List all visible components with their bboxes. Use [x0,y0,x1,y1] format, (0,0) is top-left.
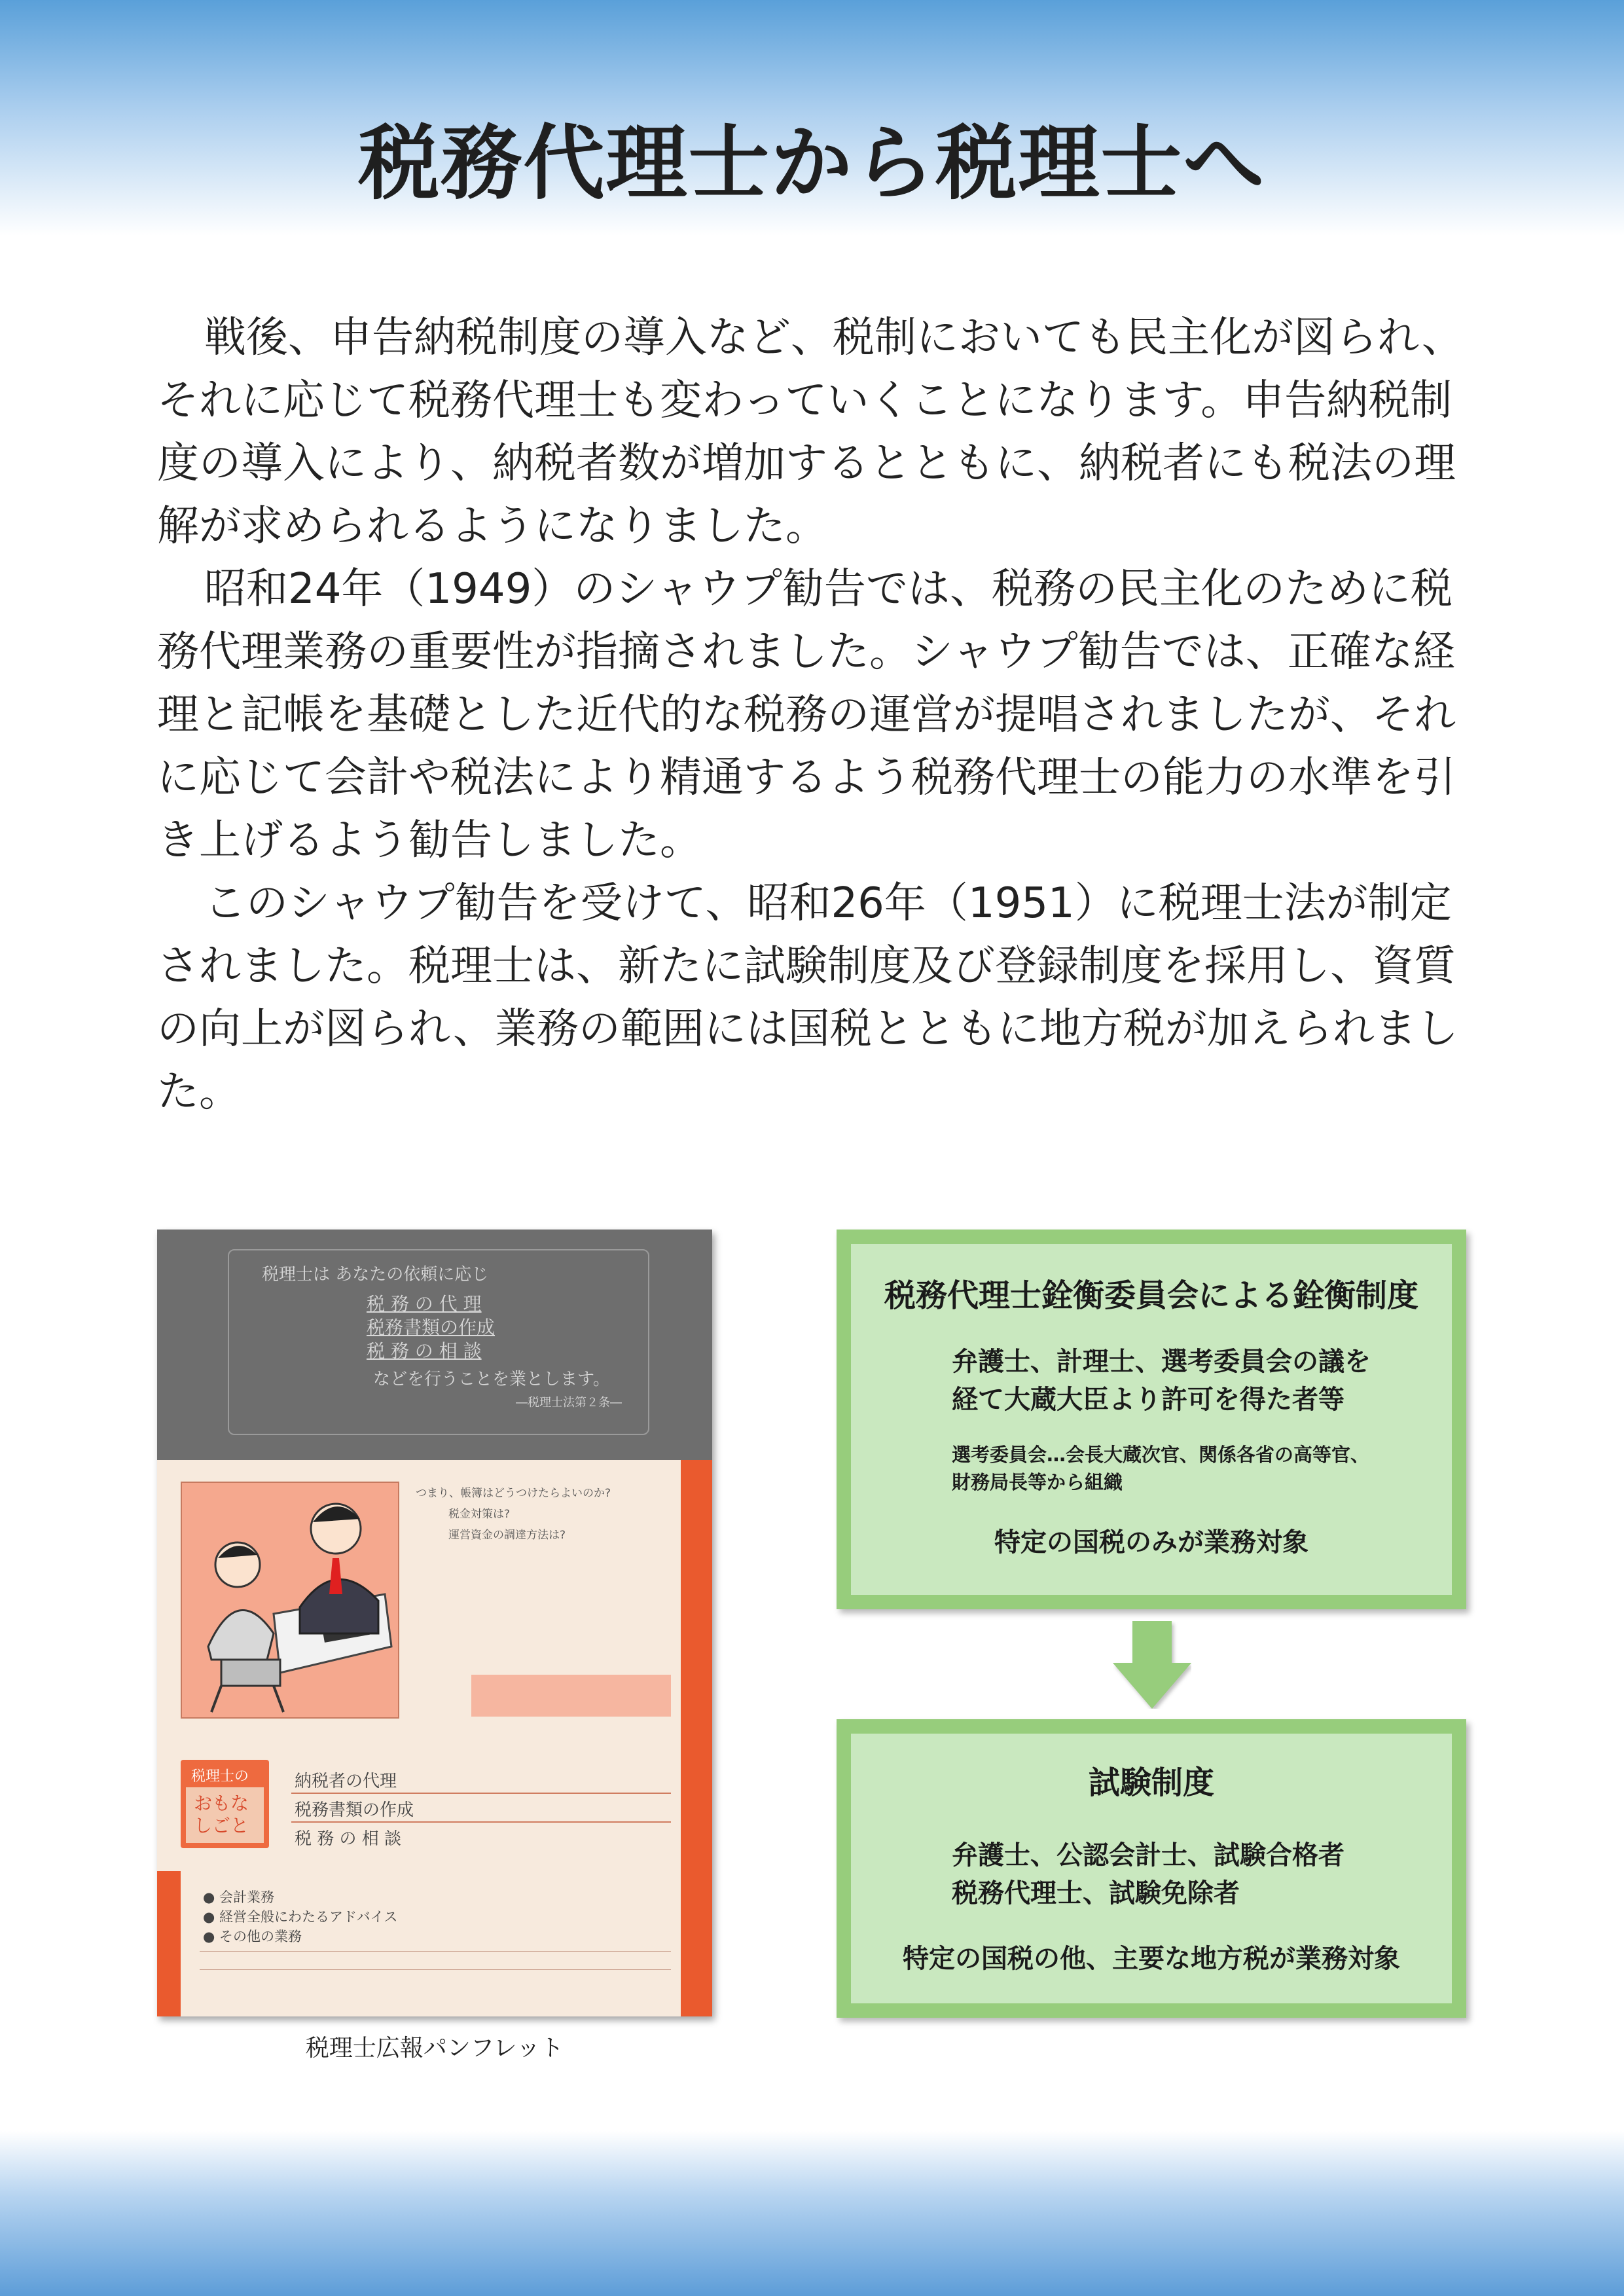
body-text [157,306,1473,1123]
screening-line-2: 経て大蔵大臣より許可を得た者等 [952,1385,1344,1415]
bottom-gradient-band [0,2131,1624,2296]
pamphlet-role-1: 納税者の代理 [295,1772,397,1791]
pamphlet-other-2: ● 経営全般にわたるアドバイス [203,1909,398,1925]
pamphlet-rule [291,1793,671,1794]
pamphlet-role-2: 税務書類の作成 [295,1800,414,1820]
pamphlet-rule [200,1951,671,1952]
pamphlet-duty-2: 税務書類の作成 [367,1317,496,1338]
pamphlet-tag [181,1760,269,1848]
pamphlet-intro: 税理士は あなたの依頼に応じ [262,1265,489,1285]
pamphlet-other-3: ● その他の業務 [203,1929,302,1944]
exam-system-box [837,1719,1466,2018]
pamphlet-rule [200,1969,671,1970]
exam-scope: 特定の国税の他、主要な地方税が業務対象 [903,1944,1400,1974]
consultation-illustration [181,1482,399,1719]
pamphlet-tag-main: おもな しごと [194,1793,249,1836]
pamphlet-duty-1: 税 務 の 代 理 [367,1293,482,1315]
pamphlet-duty-3: 税 務 の 相 談 [367,1340,482,1362]
pamphlet-red-strip [681,1460,712,2016]
paragraph-3: このシャウプ勧告を受けて、昭和26年（1951）に税理士法が制定されました。税理士は、新たに試験制度及び登録制度を採用し、資質の向上が図られ、業務の範囲には国税とともに地方税が加えられました。 [157,879,1458,1116]
paragraph-2: 昭和24年（1949）のシャウプ勧告では、税務の民主化のために税務代理業務の重要性が指摘されました。シャウプ勧告では、正確な経理と記帳を基礎とした近代的な税務の運営が提唱されましたが、それに応じて会計や税法により精通するよう税務代理士の能力の水準を引き上げるよう勧告しました。 [157,565,1456,865]
page-title: 税務代理士から税理士へ [358,117,1266,211]
screening-system-title: 税務代理士銓衡委員会による銓衡制度 [884,1277,1418,1314]
screening-note-2: 財務局長等から組織 [952,1471,1123,1493]
pamphlet-question-1: つまり、帳簿はどうつけたらよいのか? [416,1487,611,1500]
pamphlet-closing: などを行うことを業とします。 [373,1370,610,1389]
pamphlet-rule [291,1821,671,1823]
exam-line-2: 税務代理士、試験免除者 [952,1878,1240,1908]
pamphlet-law: ―税理士法第２条― [516,1396,622,1410]
down-arrow-icon [1113,1621,1191,1709]
pamphlet-note-box [471,1675,671,1717]
exam-system-title: 試験制度 [1088,1764,1214,1801]
pamphlet-caption: 税理士広報パンフレット [305,2035,564,2062]
pamphlet-question-3: 運営資金の調達方法は? [448,1529,566,1542]
pamphlet-image [157,1230,712,2016]
pamphlet-other-1: ● 会計業務 [203,1889,274,1905]
screening-system-box [837,1230,1466,1609]
screening-line-1: 弁護士、計理士、選考委員会の議を [952,1347,1371,1377]
screening-scope: 特定の国税のみが業務対象 [994,1527,1308,1558]
paragraph-1: 戦後、申告納税制度の導入など、税制においても民主化が図られ、それに応じて税務代理士も変わっていくことになります。申告納税制度の導入により、納税者数が増加するとともに、納税者にも税法の理解が求められるようになりました。 [157,314,1464,551]
screening-note-1: 選考委員会…会長大蔵次官、関係各省の高等官、 [952,1444,1370,1466]
pamphlet-tag-top: 税理士の [191,1768,249,1785]
pamphlet-question-2: 税金対策は? [448,1508,511,1521]
pamphlet-role-3: 税 務 の 相 談 [295,1829,402,1849]
exam-line-1: 弁護士、公認会計士、試験合格者 [952,1840,1344,1870]
pamphlet-red-left [157,1871,181,2016]
